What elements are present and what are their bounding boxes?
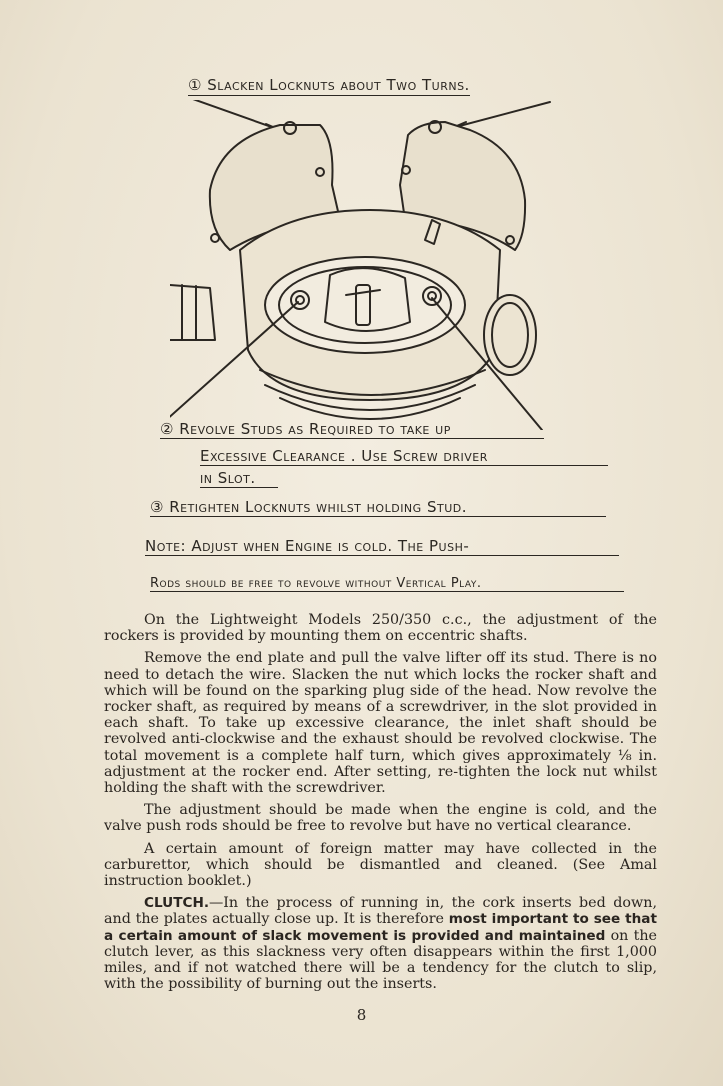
clutch-text-bold: most important to see that a certain amount of slack movement is provided and maintained	[104, 911, 657, 944]
paragraph-clutch	[104, 895, 657, 992]
clutch-text-b: on the clutch lever, as this slackness very often disappears within the first 1,000 miles, and if not watched there will be a tendency for the clutch to slip, with the possibility of burning out the inserts.	[104, 927, 657, 993]
clutch-text-a: —In the process of running in, the cork inserts bed down, and the plates actually close up. It is therefore	[104, 895, 657, 928]
paragraph-adjustment-procedure: Remove the end plate and pull the valve lifter off its stud. There is no need to detach the wire. Slacken the nut which locks the rocker shaft and which will be found on the sparking plug side of the head. Now revolve the rocker shaft, as required by means of a screwdriver, in the slot provided in each shaft. To take up excessive clearance, the inlet shaft should be revolved anti-clockwise and the exhaust should be revolved clockwise. The total movement is a complete half turn, which gives approximately ⅛ in. adjustment at the rocker end. After setting, re-tighten the lock nut whilst holding the shaft with the screwdriver.	[104, 650, 657, 797]
page-number: 8	[356, 1006, 367, 1024]
callout-1-arrow-right	[452, 102, 550, 128]
clutch-heading: CLUTCH.	[144, 895, 209, 912]
paragraph-engine-cold: The adjustment should be made when the engine is cold, and the valve push rods should be free to revolve but have no vertical clearance.	[104, 802, 657, 835]
engine-head-illustration	[170, 100, 570, 430]
note-line1: Note: Adjust when Engine is cold. The Push-	[145, 537, 619, 556]
callout-1-label: ① Slacken Locknuts about Two Turns.	[188, 76, 470, 94]
callout-3-label: ③ Retighten Locknuts whilst holding Stud.	[150, 498, 606, 517]
callout-2-label-line1: ② Revolve Studs as Required to take up	[160, 420, 544, 439]
callout-1-arrow-left	[190, 100, 280, 130]
body-text	[104, 612, 657, 998]
paragraph-carburettor: A certain amount of foreign matter may have collected in the carburettor, which should be dismantled and cleaned. (See Amal instruction booklet.)	[104, 840, 657, 890]
paragraph-eccentric-shafts: On the Lightweight Models 250/350 c.c., the adjustment of the rockers is provided by mounting them on eccentric shafts.	[104, 612, 657, 645]
callout-2-label-line3: in Slot.	[200, 469, 278, 488]
note-line2: Rods should be free to revolve without Vertical Play.	[150, 576, 624, 592]
callout-2-label-line2: Excessive Clearance . Use Screw driver	[200, 447, 608, 466]
